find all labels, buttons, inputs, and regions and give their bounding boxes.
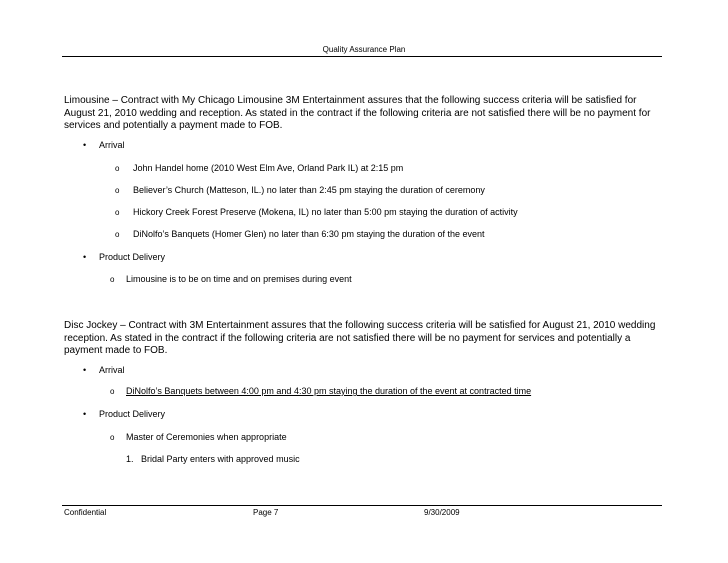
disc-jockey-paragraph: Disc Jockey – Contract with 3M Entertainment assures that the following success criteria will be satisfied for August 21, 2010 wedding reception. As stated in the contract if the following criteria are not satisfied there will be no payment for services and potentially a payment made to FOB. xyxy=(64,320,656,356)
list-item: Believer’s Church (Matteson, IL.) no later than 2:45 pm staying the duration of ceremony xyxy=(133,185,485,195)
list-item: DiNolfo’s Banquets (Homer Glen) no later than 6:30 pm staying the duration of the event xyxy=(133,229,485,239)
bullet-icon: • xyxy=(83,140,87,150)
circle-bullet-icon: o xyxy=(110,387,115,396)
product-delivery-label: Product Delivery xyxy=(99,252,166,262)
footer-page-number: Page 7 xyxy=(253,508,279,517)
arrival-label: Arrival xyxy=(99,365,125,375)
limousine-paragraph: Limousine – Contract with My Chicago Limousine 3M Entertainment assures that the following success criteria will be satisfied for August 21, 2010 wedding and reception. As stated in the contract if the following criteria are not satisfied there will be no payment for services and potentially a payment made to FOB. xyxy=(64,95,651,131)
numbered-item-number: 1. xyxy=(126,454,134,464)
bullet-icon: • xyxy=(83,252,87,262)
list-item: DiNolfo’s Banquets between 4:00 pm and 4:30 pm staying the duration of the event at contracted time xyxy=(126,386,532,396)
footer-rule xyxy=(62,505,662,506)
circle-bullet-icon: o xyxy=(115,164,120,173)
circle-bullet-icon: o xyxy=(110,433,115,442)
circle-bullet-icon: o xyxy=(115,208,120,217)
list-item: Limousine is to be on time and on premises during event xyxy=(126,274,352,284)
arrival-label: Arrival xyxy=(99,140,125,150)
circle-bullet-icon: o xyxy=(115,186,120,195)
bullet-icon: • xyxy=(83,365,87,375)
footer-confidential: Confidential xyxy=(64,508,107,517)
header-title: Quality Assurance Plan xyxy=(322,45,406,54)
list-item: John Handel home (2010 West Elm Ave, Orland Park IL) at 2:15 pm xyxy=(133,163,404,173)
product-delivery-label: Product Delivery xyxy=(99,409,166,419)
list-item: Master of Ceremonies when appropriate xyxy=(126,432,287,442)
circle-bullet-icon: o xyxy=(115,230,120,239)
header-rule xyxy=(62,56,662,57)
bullet-icon: • xyxy=(83,409,87,419)
numbered-item-text: Bridal Party enters with approved music xyxy=(141,454,300,464)
circle-bullet-icon: o xyxy=(110,275,115,284)
list-item: Hickory Creek Forest Preserve (Mokena, IL) no later than 5:00 pm staying the duration of activity xyxy=(133,207,518,217)
footer-date: 9/30/2009 xyxy=(424,508,460,517)
